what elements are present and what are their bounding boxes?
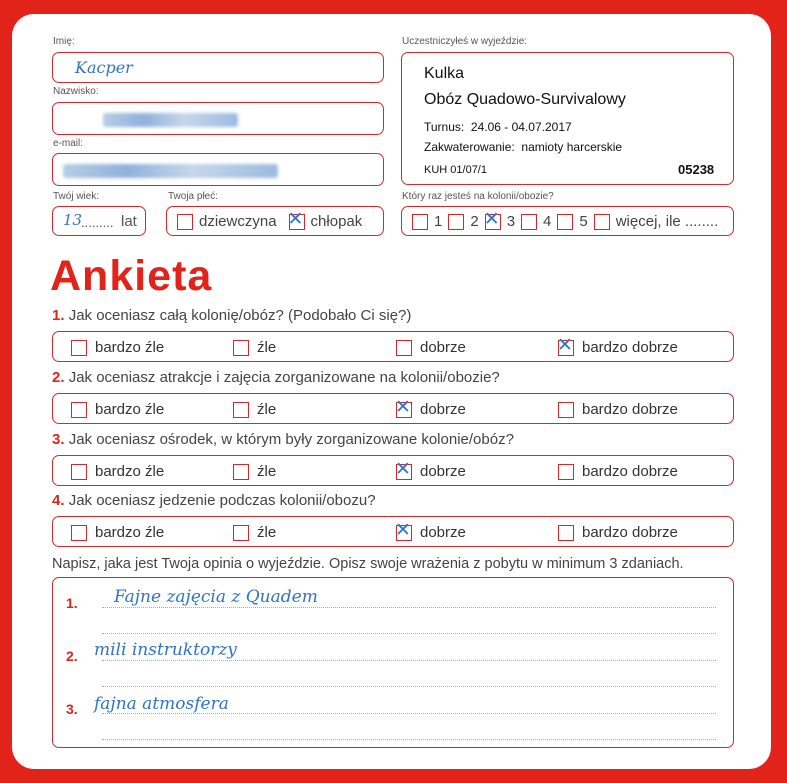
- answer-option[interactable]: [557, 333, 678, 356]
- answer-option[interactable]: [396, 339, 466, 356]
- times-option-label: 3: [506, 213, 516, 230]
- surname-label: Nazwisko:: [53, 86, 99, 97]
- x-mark-icon: ✕: [557, 333, 573, 356]
- answer-option[interactable]: [71, 524, 164, 541]
- dotted-line: [102, 633, 716, 634]
- x-mark-icon: ✕: [287, 207, 304, 230]
- times-option-label: więcej, ile ........: [615, 213, 719, 230]
- checkbox[interactable]: [233, 402, 249, 418]
- trip-label: Uczestniczyłeś w wyjeździe:: [402, 36, 528, 47]
- age-dots: .........: [81, 215, 114, 230]
- answer-option-label: dobrze: [420, 524, 466, 541]
- times-option-label: 5: [579, 213, 588, 230]
- turnus-label: Turnus:: [424, 120, 465, 134]
- question-number: 4.: [52, 492, 65, 509]
- question-label: Jak oceniasz ośrodek, w którym były zorganizowane kolonie/obóz?: [68, 431, 514, 448]
- lodging-value: namioty harcerskie: [521, 140, 623, 154]
- checkbox[interactable]: [558, 525, 574, 541]
- opinion-line-number: 2.: [66, 648, 78, 664]
- answer-option[interactable]: [233, 463, 276, 480]
- answer-option-label: bardzo dobrze: [582, 463, 678, 480]
- answer-option-label: źle: [257, 339, 277, 356]
- checkbox[interactable]: [287, 207, 305, 230]
- times-options: [412, 207, 719, 230]
- lodging-label: Zakwaterowanie:: [424, 140, 515, 154]
- checkbox[interactable]: [521, 214, 537, 230]
- answer-option[interactable]: [71, 339, 164, 356]
- checkbox[interactable]: [557, 214, 573, 230]
- checkbox[interactable]: [395, 457, 412, 480]
- answer-option[interactable]: [395, 457, 466, 480]
- answer-option-label: bardzo źle: [95, 524, 165, 541]
- question-label: Jak oceniasz atrakcje i zajęcia zorganizowane na kolonii/obozie?: [68, 369, 500, 386]
- answer-option-label: bardzo dobrze: [582, 524, 678, 541]
- age-label: Twój wiek:: [53, 191, 100, 202]
- opinion-line-number: 1.: [66, 595, 78, 611]
- trip-organizer: Kulka: [424, 65, 465, 82]
- x-mark-icon: ✕: [483, 207, 500, 230]
- answer-option[interactable]: [558, 524, 678, 541]
- checkbox[interactable]: [233, 464, 249, 480]
- checkbox[interactable]: [71, 525, 87, 541]
- age-field[interactable]: [52, 206, 146, 236]
- checkbox[interactable]: [558, 402, 574, 418]
- checkbox[interactable]: [71, 340, 87, 356]
- answer-option-label: bardzo dobrze: [582, 401, 678, 418]
- times-option-label: 4: [543, 213, 552, 230]
- checkbox[interactable]: [483, 207, 501, 230]
- times-label: Który raz jesteś na kolonii/obozie?: [402, 191, 554, 202]
- answer-option[interactable]: [558, 401, 678, 418]
- answer-option-label: dobrze: [420, 339, 466, 356]
- answer-option[interactable]: [395, 518, 466, 541]
- checkbox[interactable]: [594, 214, 610, 230]
- gender-option-label: dziewczyna: [199, 213, 277, 230]
- name-label: Imię:: [53, 36, 75, 47]
- opinion-line-text: mili instruktorzy: [94, 640, 237, 660]
- checkbox[interactable]: [412, 214, 428, 230]
- answer-row: [52, 516, 734, 547]
- times-field: [401, 206, 734, 236]
- checkbox[interactable]: [395, 395, 412, 418]
- answer-option-label: źle: [257, 401, 277, 418]
- checkbox[interactable]: [177, 214, 193, 230]
- question-text: [52, 369, 500, 386]
- times-option-2[interactable]: [448, 213, 478, 230]
- checkbox[interactable]: [71, 402, 87, 418]
- times-option-label: 2: [470, 213, 479, 230]
- survey-title: Ankieta: [50, 252, 213, 300]
- x-mark-icon: ✕: [395, 395, 411, 418]
- opinion-line-text: fajna atmosfera: [94, 694, 229, 714]
- answer-option-label: źle: [257, 463, 277, 480]
- answer-option-label: bardzo źle: [95, 339, 165, 356]
- question-text: [52, 431, 514, 448]
- checkbox[interactable]: [71, 464, 87, 480]
- x-mark-icon: ✕: [395, 457, 411, 480]
- checkbox[interactable]: [233, 340, 249, 356]
- trip-number: 05238: [678, 162, 715, 177]
- times-option-more[interactable]: [594, 213, 719, 230]
- question-label: Jak oceniasz całą kolonię/obóz? (Podobało Ci się?): [68, 307, 412, 324]
- answer-row: [52, 393, 734, 424]
- name-field[interactable]: [52, 52, 384, 83]
- answer-option[interactable]: [558, 463, 678, 480]
- redacted-surname: [103, 113, 238, 127]
- trip-lodging: [424, 140, 622, 154]
- email-label: e-mail:: [53, 138, 84, 149]
- answer-row: [52, 331, 734, 362]
- question-number: 2.: [52, 369, 65, 386]
- question-text: [52, 492, 376, 509]
- question-text: [52, 307, 411, 324]
- answer-option-label: źle: [257, 524, 277, 541]
- checkbox[interactable]: [448, 214, 464, 230]
- trip-info-box: [401, 52, 734, 185]
- times-option-5[interactable]: [557, 213, 587, 230]
- gender-option-boy[interactable]: [287, 207, 363, 230]
- answer-row: [52, 455, 734, 486]
- answer-option-label: bardzo dobrze: [582, 339, 678, 356]
- redacted-email: [63, 164, 278, 178]
- x-mark-icon: ✕: [395, 518, 411, 541]
- trip-code: KUH 01/07/1: [424, 164, 487, 176]
- answer-option[interactable]: [233, 524, 276, 541]
- dotted-line: [102, 607, 716, 608]
- dotted-line: [102, 660, 716, 661]
- opinion-prompt: Napisz, jaka jest Twoja opinia o wyjeździe. Opisz swoje wrażenia z pobytu w minimum 3 zdaniach.: [52, 556, 684, 572]
- answer-option-label: dobrze: [420, 463, 466, 480]
- turnus-dates: 24.06 - 04.07.2017: [470, 120, 572, 134]
- times-option-4[interactable]: [521, 213, 551, 230]
- question-number: 1.: [52, 307, 65, 324]
- surname-field[interactable]: [52, 102, 384, 135]
- gender-option-girl[interactable]: [177, 213, 277, 230]
- age-unit: lat: [121, 213, 137, 230]
- dotted-line: [102, 739, 716, 740]
- times-option-1[interactable]: [412, 213, 442, 230]
- question-label: Jak oceniasz jedzenie podczas kolonii/obozu?: [68, 492, 376, 509]
- answer-option[interactable]: [233, 401, 276, 418]
- answer-option-label: dobrze: [420, 401, 466, 418]
- answer-option[interactable]: [71, 401, 164, 418]
- dotted-line: [102, 713, 716, 714]
- dotted-line: [102, 686, 716, 687]
- gender-option-label: chłopak: [310, 213, 363, 230]
- age-value: 13: [63, 211, 83, 229]
- checkbox[interactable]: [396, 340, 412, 356]
- trip-turnus: [424, 120, 572, 134]
- gender-field: [166, 206, 384, 236]
- opinion-line-text: Fajne zajęcia z Quadem: [114, 587, 318, 607]
- name-value: Kacper: [75, 58, 133, 77]
- question-number: 3.: [52, 431, 65, 448]
- opinion-line-number: 3.: [66, 701, 78, 717]
- email-field[interactable]: [52, 153, 384, 186]
- checkbox[interactable]: [557, 333, 574, 356]
- trip-camp-name: Obóz Quadowo-Survivalowy: [424, 91, 626, 108]
- answer-option-label: bardzo źle: [95, 463, 165, 480]
- times-option-3[interactable]: [483, 207, 516, 230]
- answer-option[interactable]: [395, 395, 466, 418]
- answer-option[interactable]: [233, 339, 276, 356]
- answer-option-label: bardzo źle: [95, 401, 165, 418]
- checkbox[interactable]: [233, 525, 249, 541]
- answer-option[interactable]: [71, 463, 164, 480]
- checkbox[interactable]: [395, 518, 412, 541]
- gender-label: Twoja płeć:: [168, 191, 219, 202]
- checkbox[interactable]: [558, 464, 574, 480]
- times-option-label: 1: [434, 213, 443, 230]
